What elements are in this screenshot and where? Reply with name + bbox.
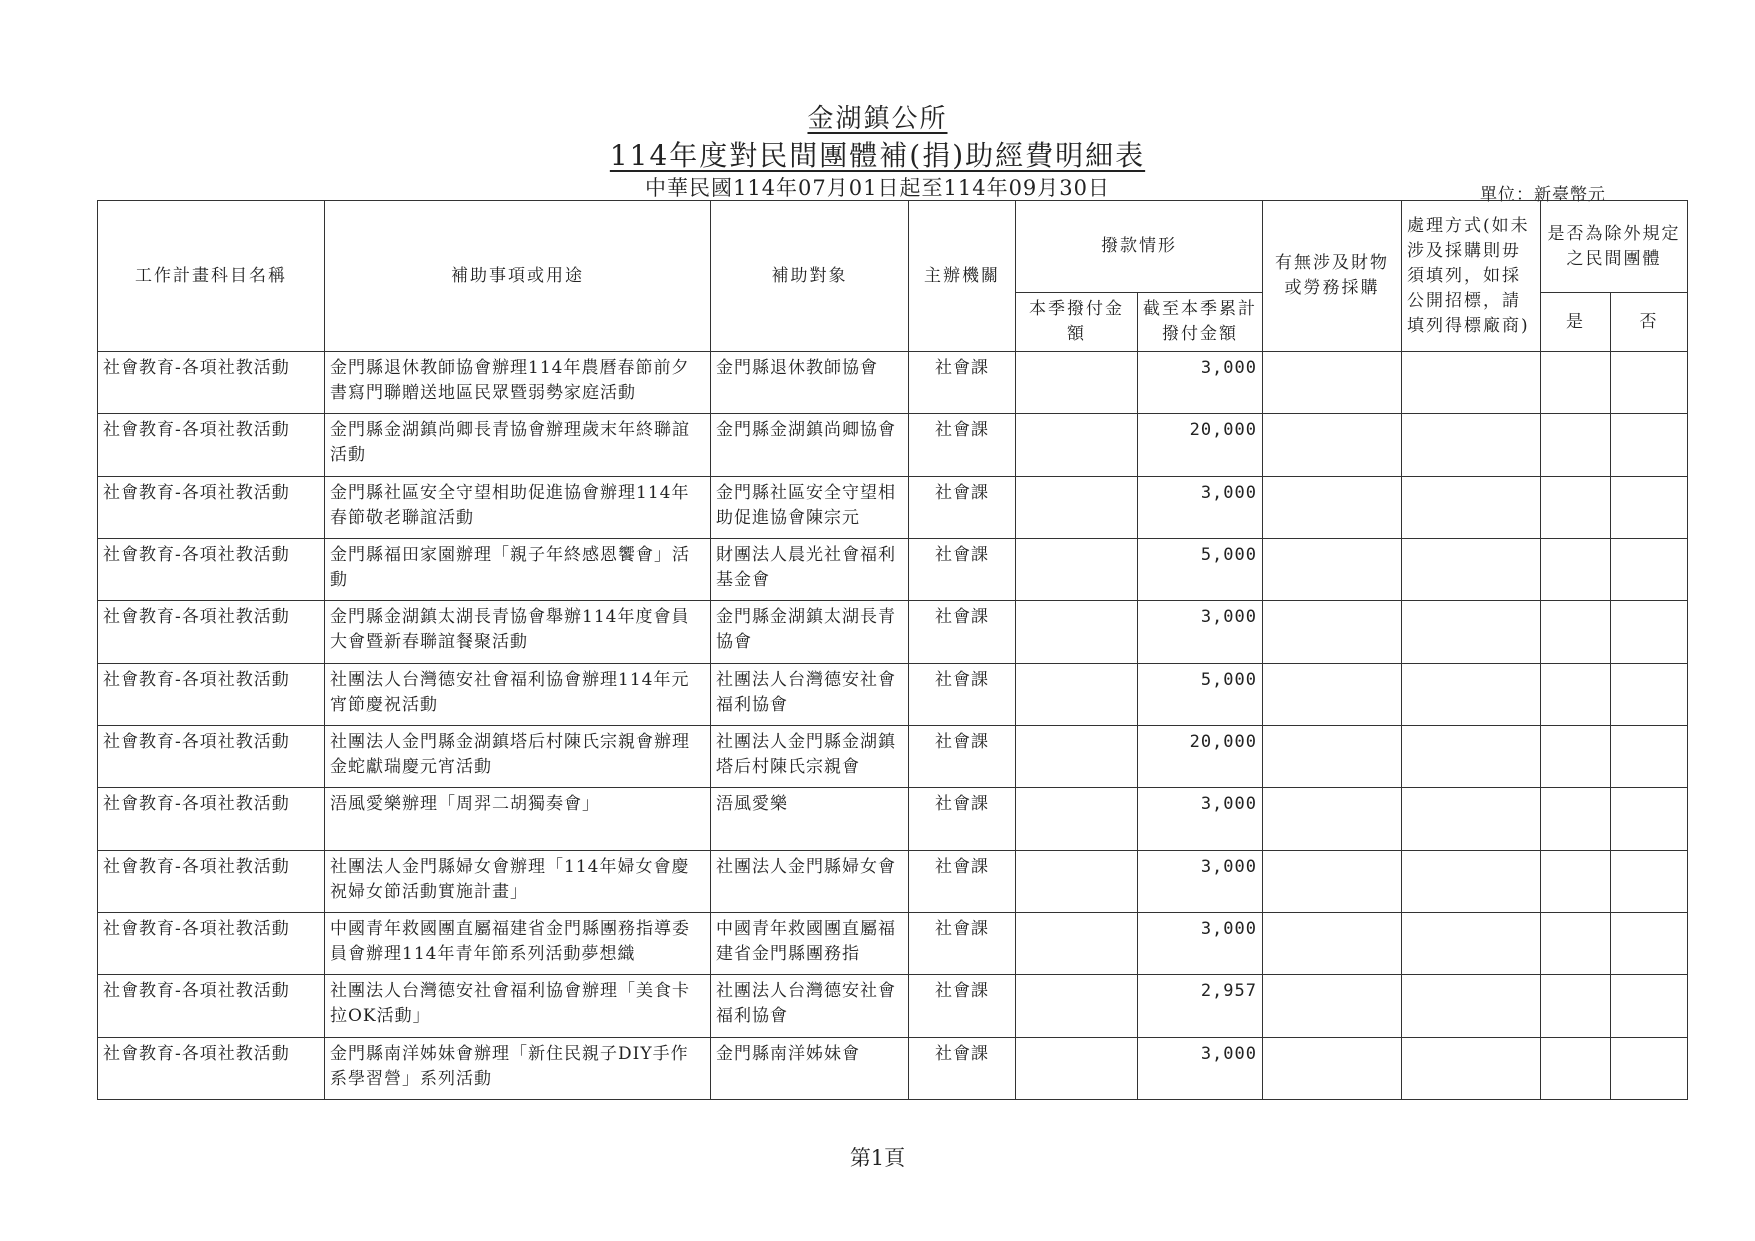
purpose-cell: 社團法人金門縣金湖鎮塔后村陳氏宗親會辦理金蛇獻瑞慶元宵活動 [325,725,711,787]
procurement-cell [1263,663,1402,725]
recipient-cell: 金門縣金湖鎮尚卿協會 [711,414,909,476]
header-exempt: 是否為除外規定之民間團體 [1541,201,1688,293]
procurement-cell [1263,788,1402,850]
exempt-no-cell [1611,663,1688,725]
plan-cell: 社會教育-各項社教活動 [98,850,325,912]
handling-cell [1402,1037,1541,1099]
exempt-yes-cell [1541,476,1611,538]
exempt-no-cell [1611,850,1688,912]
table-row [98,912,1688,974]
header-exempt-yes: 是 [1541,293,1611,352]
exempt-no-cell [1611,1037,1688,1099]
recipient-cell: 社團法人金門縣婦女會 [711,850,909,912]
plan-cell: 社會教育-各項社教活動 [98,352,325,414]
purpose-cell: 金門縣退休教師協會辦理114年農曆春節前夕書寫門聯贈送地區民眾暨弱勢家庭活動 [325,352,711,414]
agency-cell: 社會課 [909,352,1016,414]
exempt-no-cell [1611,975,1688,1037]
table-row [98,538,1688,600]
agency-cell: 社會課 [909,725,1016,787]
header-plan-item: 工作計畫科目名稱 [98,201,325,352]
procurement-cell [1263,975,1402,1037]
procurement-cell [1263,476,1402,538]
header-payment-cumulative: 截至本季累計撥付金額 [1138,293,1263,352]
exempt-no-cell [1611,788,1688,850]
handling-cell [1402,975,1541,1037]
recipient-cell: 金門縣南洋姊妹會 [711,1037,909,1099]
exempt-yes-cell [1541,850,1611,912]
exempt-no-cell [1611,352,1688,414]
purpose-cell: 社團法人台灣德安社會福利協會辦理「美食卡拉OK活動」 [325,975,711,1037]
current-amount-cell [1016,850,1138,912]
recipient-cell: 社團法人金門縣金湖鎮塔后村陳氏宗親會 [711,725,909,787]
purpose-cell: 社團法人台灣德安社會福利協會辦理114年元宵節慶祝活動 [325,663,711,725]
current-amount-cell [1016,476,1138,538]
agency-cell: 社會課 [909,663,1016,725]
document-title: 114年度對民間團體補(捐)助經費明細表 [609,139,1146,172]
plan-cell: 社會教育-各項社教活動 [98,788,325,850]
header-recipient: 補助對象 [711,201,909,352]
plan-cell: 社會教育-各項社教活動 [98,725,325,787]
exempt-no-cell [1611,912,1688,974]
plan-cell: 社會教育-各項社教活動 [98,538,325,600]
procurement-cell [1263,601,1402,663]
current-amount-cell [1016,601,1138,663]
period-line: 中華民國114年07月01日起至114年09月30日 [644,176,1111,200]
purpose-cell: 金門縣金湖鎮太湖長青協會舉辦114年度會員大會暨新春聯誼餐聚活動 [325,601,711,663]
header-handling: 處理方式(如未涉及採購則毋須填列，如採公開招標，請填列得標廠商) [1402,201,1541,352]
procurement-cell [1263,538,1402,600]
current-amount-cell [1016,538,1138,600]
recipient-cell: 浯風愛樂 [711,788,909,850]
cumulative-amount-cell: 3,000 [1138,476,1263,538]
purpose-cell: 中國青年救國團直屬福建省金門縣團務指導委員會辦理114年青年節系列活動夢想織 [325,912,711,974]
current-amount-cell [1016,912,1138,974]
page-number: 第1頁 [849,1146,906,1170]
agency-cell: 社會課 [909,601,1016,663]
procurement-cell [1263,414,1402,476]
exempt-yes-cell [1541,788,1611,850]
handling-cell [1402,788,1541,850]
recipient-cell: 社團法人台灣德安社會福利協會 [711,663,909,725]
agency-cell: 社會課 [909,1037,1016,1099]
current-amount-cell [1016,414,1138,476]
handling-cell [1402,850,1541,912]
agency-cell: 社會課 [909,912,1016,974]
handling-cell [1402,476,1541,538]
table-row [98,352,1688,414]
cumulative-amount-cell: 3,000 [1138,601,1263,663]
purpose-cell: 金門縣金湖鎮尚卿長青協會辦理歲末年終聯誼活動 [325,414,711,476]
agency-cell: 社會課 [909,850,1016,912]
current-amount-cell [1016,725,1138,787]
current-amount-cell [1016,975,1138,1037]
exempt-yes-cell [1541,601,1611,663]
header-procurement: 有無涉及財物或勞務採購 [1263,201,1402,352]
current-amount-cell [1016,788,1138,850]
cumulative-amount-cell: 20,000 [1138,414,1263,476]
exempt-yes-cell [1541,1037,1611,1099]
subsidy-table [97,200,1688,1100]
cumulative-amount-cell: 3,000 [1138,912,1263,974]
handling-cell [1402,601,1541,663]
recipient-cell: 金門縣退休教師協會 [711,352,909,414]
plan-cell: 社會教育-各項社教活動 [98,663,325,725]
cumulative-amount-cell: 3,000 [1138,788,1263,850]
recipient-cell: 社團法人台灣德安社會福利協會 [711,975,909,1037]
table-row [98,414,1688,476]
handling-cell [1402,538,1541,600]
table-row [98,1037,1688,1099]
handling-cell [1402,725,1541,787]
plan-cell: 社會教育-各項社教活動 [98,476,325,538]
procurement-cell [1263,850,1402,912]
plan-cell: 社會教育-各項社教活動 [98,601,325,663]
cumulative-amount-cell: 2,957 [1138,975,1263,1037]
handling-cell [1402,912,1541,974]
procurement-cell [1263,725,1402,787]
header-purpose: 補助事項或用途 [325,201,711,352]
exempt-no-cell [1611,601,1688,663]
current-amount-cell [1016,1037,1138,1099]
procurement-cell [1263,912,1402,974]
handling-cell [1402,414,1541,476]
cumulative-amount-cell: 5,000 [1138,663,1263,725]
cumulative-amount-cell: 3,000 [1138,850,1263,912]
table-row [98,788,1688,850]
procurement-cell [1263,352,1402,414]
exempt-yes-cell [1541,538,1611,600]
exempt-no-cell [1611,538,1688,600]
purpose-cell: 浯風愛樂辦理「周羿二胡獨奏會」 [325,788,711,850]
exempt-yes-cell [1541,414,1611,476]
recipient-cell: 財團法人晨光社會福利基金會 [711,538,909,600]
current-amount-cell [1016,663,1138,725]
exempt-yes-cell [1541,663,1611,725]
table-row [98,601,1688,663]
current-amount-cell [1016,352,1138,414]
exempt-yes-cell [1541,912,1611,974]
agency-cell: 社會課 [909,476,1016,538]
purpose-cell: 社團法人金門縣婦女會辦理「114年婦女會慶祝婦女節活動實施計畫」 [325,850,711,912]
cumulative-amount-cell: 20,000 [1138,725,1263,787]
recipient-cell: 金門縣金湖鎮太湖長青協會 [711,601,909,663]
exempt-yes-cell [1541,975,1611,1037]
header-exempt-no: 否 [1611,293,1688,352]
plan-cell: 社會教育-各項社教活動 [98,414,325,476]
handling-cell [1402,352,1541,414]
cumulative-amount-cell: 5,000 [1138,538,1263,600]
exempt-no-cell [1611,476,1688,538]
header-payment-current: 本季撥付金額 [1016,293,1138,352]
exempt-yes-cell [1541,725,1611,787]
cumulative-amount-cell: 3,000 [1138,352,1263,414]
header-agency: 主辦機關 [909,201,1016,352]
agency-cell: 社會課 [909,538,1016,600]
table-row [98,663,1688,725]
plan-cell: 社會教育-各項社教活動 [98,912,325,974]
recipient-cell: 中國青年救國團直屬福建省金門縣團務指 [711,912,909,974]
table-row [98,476,1688,538]
purpose-cell: 金門縣南洋姊妹會辦理「新住民親子DIY手作系學習營」系列活動 [325,1037,711,1099]
recipient-cell: 金門縣社區安全守望相助促進協會陳宗元 [711,476,909,538]
org-title: 金湖鎮公所 [807,104,948,134]
agency-cell: 社會課 [909,975,1016,1037]
table-row [98,975,1688,1037]
purpose-cell: 金門縣社區安全守望相助促進協會辦理114年春節敬老聯誼活動 [325,476,711,538]
header-payment: 撥款情形 [1016,201,1263,293]
agency-cell: 社會課 [909,788,1016,850]
table-row [98,850,1688,912]
table-body [98,352,1688,1100]
agency-cell: 社會課 [909,414,1016,476]
plan-cell: 社會教育-各項社教活動 [98,1037,325,1099]
procurement-cell [1263,1037,1402,1099]
exempt-no-cell [1611,725,1688,787]
plan-cell: 社會教育-各項社教活動 [98,975,325,1037]
handling-cell [1402,663,1541,725]
table-row [98,725,1688,787]
exempt-yes-cell [1541,352,1611,414]
cumulative-amount-cell: 3,000 [1138,1037,1263,1099]
currency-unit: 單位：新臺幣元 [1480,185,1606,205]
exempt-no-cell [1611,414,1688,476]
purpose-cell: 金門縣福田家園辦理「親子年終感恩饗會」活動 [325,538,711,600]
